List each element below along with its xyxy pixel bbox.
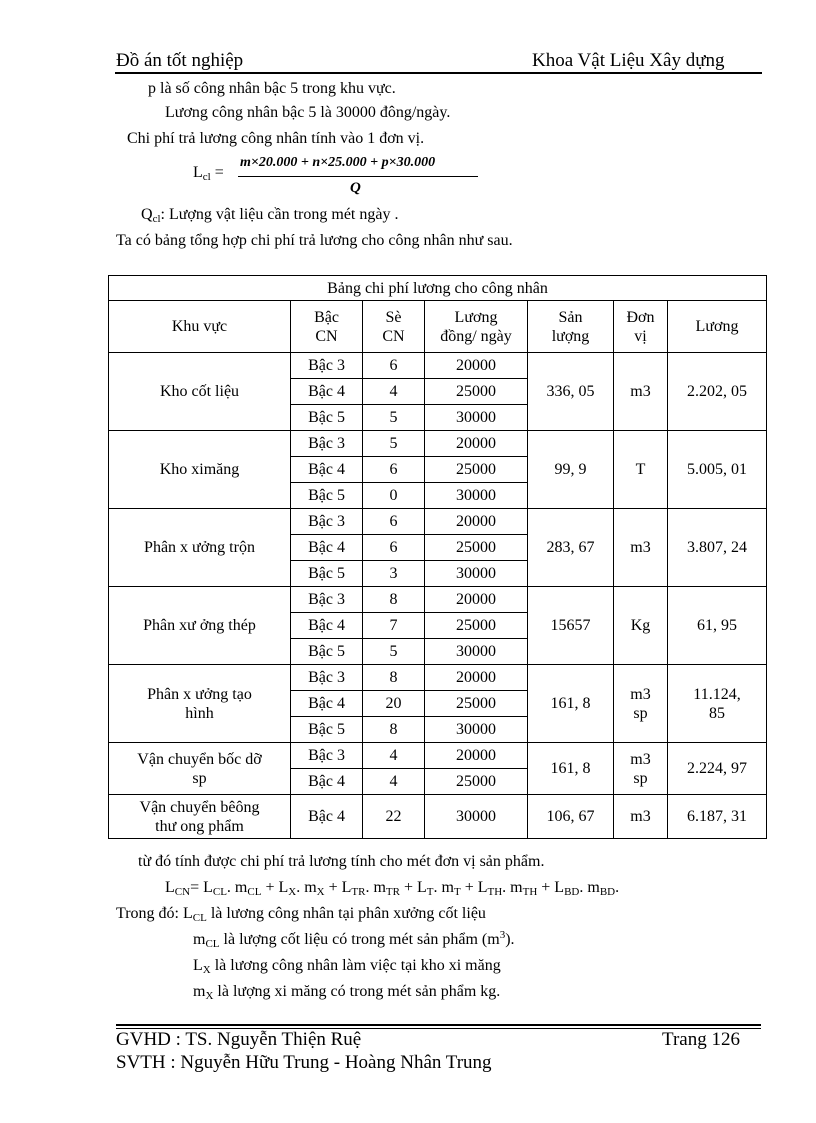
table-header-row <box>109 301 767 353</box>
grade-cell: Bậc 4 <box>291 535 363 561</box>
footer-rule-top <box>116 1024 761 1026</box>
count-cell: 3 <box>363 561 425 587</box>
count-cell: 6 <box>363 509 425 535</box>
mx-line: $m_X$ là lượng xi măng có trong mét sản phẩm kg. <box>193 983 501 1002</box>
col-header-luong: Lương <box>668 301 767 353</box>
header-rule <box>115 72 762 74</box>
wage-cell: 61, 95 <box>668 587 767 665</box>
grade-cell: Bậc 3 <box>291 431 363 457</box>
rate-cell: 20000 <box>425 587 528 613</box>
grade-cell: Bậc 3 <box>291 509 363 535</box>
grade-cell: Bậc 4 <box>291 769 363 795</box>
table-row <box>109 743 767 769</box>
grade-cell: Bậc 3 <box>291 743 363 769</box>
output-cell: 99, 9 <box>528 431 614 509</box>
grade-cell: Bậc 5 <box>291 405 363 431</box>
grade-cell: Bậc 4 <box>291 613 363 639</box>
rate-cell: 30000 <box>425 561 528 587</box>
grade-cell: Bậc 3 <box>291 587 363 613</box>
count-cell: 8 <box>363 665 425 691</box>
col-header-san-luong: Sản lượng <box>528 301 614 353</box>
unit-cell: m3 <box>614 509 668 587</box>
formula-lhs: $L_{cl}$ = <box>193 164 224 183</box>
grade-cell: Bậc 3 <box>291 353 363 379</box>
unit-cell: T <box>614 431 668 509</box>
header-right: Khoa Vật Liệu Xây dựng <box>532 50 725 71</box>
area-cell: Phân xư ởng thép <box>109 587 291 665</box>
rate-cell: 25000 <box>425 769 528 795</box>
wage-cell: 6.187, 31 <box>668 795 767 839</box>
intro-line-2: Lương công nhân bậc 5 là 30000 đông/ngày. <box>165 104 451 121</box>
area-cell: Kho ximăng <box>109 431 291 509</box>
grade-cell: Bậc 4 <box>291 457 363 483</box>
col-header-so-cn: Sè CN <box>363 301 425 353</box>
unit-cell: m3 sp <box>614 665 668 743</box>
rate-cell: 25000 <box>425 457 528 483</box>
area-cell: Kho cốt liệu <box>109 353 291 431</box>
count-cell: 22 <box>363 795 425 839</box>
output-cell: 161, 8 <box>528 665 614 743</box>
rate-cell: 25000 <box>425 535 528 561</box>
table-title-row <box>109 276 767 301</box>
count-cell: 8 <box>363 717 425 743</box>
count-cell: 5 <box>363 639 425 665</box>
count-cell: 4 <box>363 379 425 405</box>
table-row <box>109 795 767 839</box>
col-header-luong-ngay: Lương đồng/ ngày <box>425 301 528 353</box>
footer-page-number: Trang 126 <box>662 1029 740 1050</box>
grade-cell: Bậc 4 <box>291 691 363 717</box>
count-cell: 5 <box>363 405 425 431</box>
rate-cell: 30000 <box>425 795 528 839</box>
rate-cell: 20000 <box>425 665 528 691</box>
rate-cell: 25000 <box>425 613 528 639</box>
m-cl-line: $m_{CL}$ là lượng cốt liệu có trong mét sản phẩm $(m^3)$. <box>193 929 515 950</box>
count-cell: 6 <box>363 457 425 483</box>
rate-cell: 25000 <box>425 379 528 405</box>
wage-cell: 2.224, 97 <box>668 743 767 795</box>
rate-cell: 30000 <box>425 717 528 743</box>
unit-cell: Kg <box>614 587 668 665</box>
count-cell: 4 <box>363 769 425 795</box>
lcn-formula: $L_{CN}= L_{CL}$. $m_{CL} + L_X$. $m_X + L_{TR}$. $m_{TR} + L_T$. $m_T + L_{TH}$. $m_{TH} + L_{BD}$. $m_{BD}$. <box>165 879 620 898</box>
col-header-don-vi: Đơn vị <box>614 301 668 353</box>
grade-cell: Bậc 5 <box>291 717 363 743</box>
rate-cell: 30000 <box>425 483 528 509</box>
grade-cell: Bậc 4 <box>291 379 363 405</box>
count-cell: 6 <box>363 353 425 379</box>
area-cell: Vận chuyển bêông thư ong phẩm <box>109 795 291 839</box>
area-cell: Phân x ưởng tạo hình <box>109 665 291 743</box>
grade-cell: Bậc 5 <box>291 561 363 587</box>
area-cell: Phân x ưởng trộn <box>109 509 291 587</box>
rate-cell: 20000 <box>425 353 528 379</box>
rate-cell: 30000 <box>425 639 528 665</box>
table-row <box>109 353 767 379</box>
count-cell: 6 <box>363 535 425 561</box>
grade-cell: Bậc 5 <box>291 639 363 665</box>
rate-cell: 20000 <box>425 431 528 457</box>
col-header-bac-cn: Bậc CN <box>291 301 363 353</box>
col-header-khu-vuc: Khu vực <box>109 301 291 353</box>
count-cell: 8 <box>363 587 425 613</box>
wage-cell: 2.202, 05 <box>668 353 767 431</box>
rate-cell: 20000 <box>425 509 528 535</box>
wage-cost-table <box>108 275 767 839</box>
output-cell: 283, 67 <box>528 509 614 587</box>
wage-cell: 3.807, 24 <box>668 509 767 587</box>
output-cell: 15657 <box>528 587 614 665</box>
table-intro: Ta có bảng tổng hợp chi phí trả lương cho công nhân như sau. <box>116 232 513 249</box>
wage-cell: 11.124, 85 <box>668 665 767 743</box>
footer-svth: SVTH : Nguyễn Hữu Trung - Hoàng Nhân Trung <box>116 1052 492 1073</box>
unit-cell: m3 <box>614 795 668 839</box>
table-row <box>109 431 767 457</box>
count-cell: 20 <box>363 691 425 717</box>
table-row <box>109 587 767 613</box>
rate-cell: 30000 <box>425 405 528 431</box>
output-cell: 106, 67 <box>528 795 614 839</box>
output-cell: 161, 8 <box>528 743 614 795</box>
qcl-line: $Q_{cl}$: Lượng vật liệu cần trong mét ngày . <box>141 206 399 225</box>
lx-line: $L_X$ là lương công nhân làm việc tại kho xi măng <box>193 957 501 976</box>
grade-cell: Bậc 3 <box>291 665 363 691</box>
count-cell: 5 <box>363 431 425 457</box>
unit-cell: m3 <box>614 353 668 431</box>
rate-cell: 20000 <box>425 743 528 769</box>
rate-cell: 25000 <box>425 691 528 717</box>
table-title: Bảng chi phí lương cho công nhân <box>109 276 767 301</box>
after-line-1: từ đó tính được chi phí trả lương tính cho mét đơn vị sản phẩm. <box>138 853 545 870</box>
trong-do-line: Trong đó: $L_{CL}$ là lương công nhân tại phân xưởng cốt liệu <box>116 905 486 924</box>
intro-line-3: Chi phí trả lương công nhân tính vào 1 đơn vị. <box>127 130 425 147</box>
fraction-bar <box>238 176 478 177</box>
grade-cell: Bậc 5 <box>291 483 363 509</box>
intro-line-1: p là số công nhân bậc 5 trong khu vực. <box>148 80 396 97</box>
formula-denominator: Q <box>350 180 361 196</box>
footer-gvhd: GVHD : TS. Nguyễn Thiện Ruệ <box>116 1029 362 1050</box>
unit-cell: m3 sp <box>614 743 668 795</box>
formula-numerator: m×20.000 + n×25.000 + p×30.000 <box>240 155 436 170</box>
table-row <box>109 665 767 691</box>
table-row <box>109 509 767 535</box>
count-cell: 4 <box>363 743 425 769</box>
header-left: Đồ án tốt nghiệp <box>116 50 244 71</box>
count-cell: 7 <box>363 613 425 639</box>
area-cell: Vận chuyển bốc dỡ sp <box>109 743 291 795</box>
output-cell: 336, 05 <box>528 353 614 431</box>
count-cell: 0 <box>363 483 425 509</box>
wage-cell: 5.005, 01 <box>668 431 767 509</box>
grade-cell: Bậc 4 <box>291 795 363 839</box>
